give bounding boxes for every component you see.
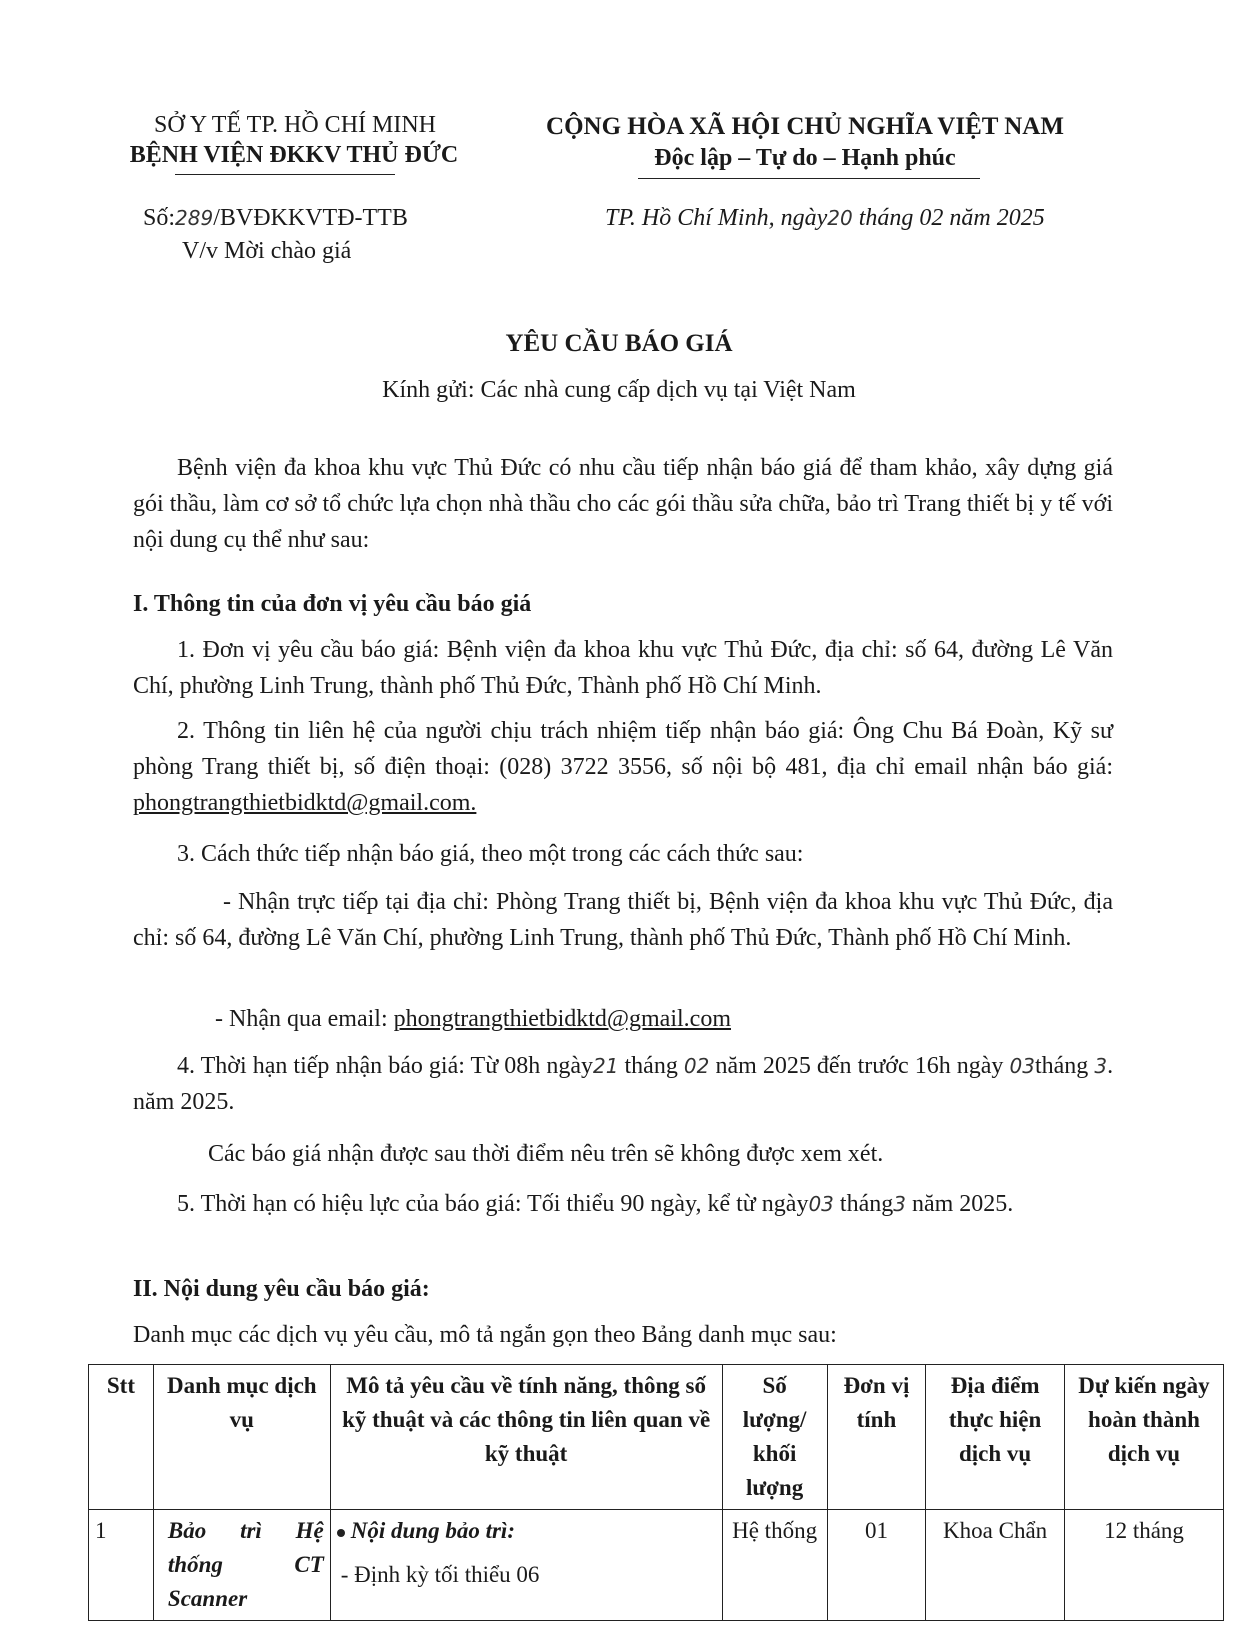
item5-a: 5. Thời hạn có hiệu lực của báo giá: Tối thiểu 90 ngày, kể từ ngày — [177, 1191, 809, 1217]
cell-quantity: Hệ thống — [722, 1510, 827, 1621]
country-name: CỘNG HÒA XÃ HỘI CHỦ NGHĨA VIỆT NAM — [546, 113, 1064, 140]
item3-email-label: - Nhận qua email: — [215, 1006, 394, 1032]
section1-item5 — [133, 1186, 1113, 1222]
hospital-name — [94, 142, 494, 169]
document-number — [143, 205, 408, 232]
section2-lead: Danh mục các dịch vụ yêu cầu, mô tả ngắn gọn theo Bảng danh mục sau: — [133, 1322, 837, 1348]
item5-day: 03 — [808, 1192, 834, 1216]
cell-duration: 12 tháng — [1064, 1510, 1223, 1621]
item2-email-link[interactable]: phongtrangthietbidktd@gmail.com. — [133, 790, 477, 816]
item5-c: năm 2025. — [911, 1191, 1014, 1217]
col-header-quantity: Số lượng/ khối lượng — [722, 1365, 827, 1510]
item4-day1: 21 — [592, 1054, 619, 1078]
col-header-location: Địa điểm thực hiện dịch vụ — [926, 1365, 1065, 1510]
date-suffix: tháng 02 năm 2025 — [858, 205, 1045, 231]
section1-item3: 3. Cách thức tiếp nhận báo giá, theo một trong các cách thức sau: — [177, 841, 804, 867]
motto-underline — [638, 178, 980, 179]
date-day-handwritten: 20 — [827, 206, 853, 230]
desc-line: - Định kỳ tối thiểu 06 — [340, 1562, 540, 1587]
item4-c: năm 2025 đến trước 16h ngày — [715, 1053, 1004, 1079]
service-table — [88, 1364, 1224, 1621]
intro-paragraph: Bệnh viện đa khoa khu vực Thủ Đức có nhu cầu tiếp nhận báo giá để tham khảo, xây dựng giá gói thầu, làm cơ sở tổ chức lựa chọn nhà thầu cho các gói thầu sửa chữa, bảo trì Trang thiết bị y tế với nội dung cụ thể như sau: — [133, 455, 1113, 553]
date-prefix: TP. Hồ Chí Minh, ngày — [605, 205, 828, 231]
section1-item3-email — [133, 1001, 1113, 1037]
col-header-description: Mô tả yêu cầu về tính năng, thông số kỹ thuật và các thông tin liên quan về kỹ thuật — [330, 1365, 722, 1510]
cell-stt: 1 — [89, 1510, 154, 1621]
desc-title-line — [337, 1514, 716, 1548]
item4-d: tháng — [1034, 1053, 1089, 1079]
motto: Độc lập – Tự do – Hạnh phúc — [654, 145, 956, 171]
document-subject: V/v Mời chào giá — [182, 238, 352, 264]
table-header-row — [89, 1365, 1224, 1510]
section1-item3-direct: - Nhận trực tiếp tại địa chỉ: Phòng Trang thiết bị, Bệnh viện đa khoa khu vực Thủ Đức, địa chỉ: số 64, đường Lê Văn Chí, phường Linh Trung, thành phố Thủ Đức, Thành phố Hồ Chí Minh. — [133, 889, 1113, 951]
section1-item4-note: Các báo giá nhận được sau thời điểm nêu trên sẽ không được xem xét. — [208, 1141, 884, 1167]
recipient-line: Kính gửi: Các nhà cung cấp dịch vụ tại Việt Nam — [382, 377, 856, 403]
item3-email-link[interactable]: phongtrangthietbidktd@gmail.com — [393, 1006, 731, 1032]
doc-no-suffix: /BVĐKKVTĐ-TTB — [213, 205, 408, 231]
doc-no-prefix: Số: — [143, 205, 176, 231]
item4-month2: 3 — [1094, 1054, 1108, 1078]
section1-heading: I. Thông tin của đơn vị yêu cầu báo giá — [133, 591, 532, 617]
section1-item1: 1. Đơn vị yêu cầu báo giá: Bệnh viện đa khoa khu vực Thủ Đức, địa chỉ: số 64, đường Lê Văn Chí, phường Linh Trung, thành phố Thủ Đức, Thành phố Hồ Chí Minh. — [133, 637, 1113, 699]
agency-name: SỞ Y TẾ TP. HỒ CHÍ MINH — [153, 112, 437, 138]
hospital-name-text: BỆNH VIỆN ĐKKV THỦ ĐỨC — [129, 142, 459, 168]
item4-b: tháng — [624, 1053, 678, 1079]
item4-month1: 02 — [683, 1054, 710, 1078]
cell-service: Bảo trì Hệ thống CT Scanner — [153, 1510, 330, 1621]
desc-title: Nội dung bảo trì: — [350, 1518, 515, 1543]
cell-unit: 01 — [827, 1510, 926, 1621]
table-row — [89, 1510, 1224, 1621]
doc-no-handwritten: 289 — [175, 206, 214, 230]
item4-day2: 03 — [1009, 1054, 1035, 1078]
col-header-service: Danh mục dịch vụ — [153, 1365, 330, 1510]
hospital-underline — [175, 174, 395, 175]
item4-e: . năm 2025. — [133, 1053, 1114, 1115]
cell-location: Khoa Chẩn — [926, 1510, 1065, 1621]
cell-description — [330, 1510, 722, 1621]
col-header-unit: Đơn vị tính — [827, 1365, 926, 1510]
item5-month: 3 — [893, 1192, 906, 1216]
section2-heading: II. Nội dung yêu cầu báo giá: — [133, 1276, 430, 1302]
item2-text: 2. Thông tin liên hệ của người chịu trách nhiệm tiếp nhận báo giá: Ông Chu Bá Đoàn, Kỹ sư phòng Trang thiết bị, số điện thoại: (028) 3722 3556, số nội bộ 481, địa chỉ email nhận báo giá: — [133, 718, 1113, 780]
col-header-duration: Dự kiến ngày hoàn thành dịch vụ — [1064, 1365, 1223, 1510]
document-title: YÊU CẦU BÁO GIÁ — [505, 330, 733, 357]
section1-item4 — [133, 1048, 1113, 1120]
bullet-icon — [337, 1529, 345, 1537]
col-header-stt: Stt — [89, 1365, 154, 1510]
item5-b: tháng — [839, 1191, 894, 1217]
item4-a: 4. Thời hạn tiếp nhận báo giá: Từ 08h ngày — [177, 1053, 593, 1079]
section1-item2 — [133, 713, 1113, 821]
document-date — [605, 205, 1045, 232]
